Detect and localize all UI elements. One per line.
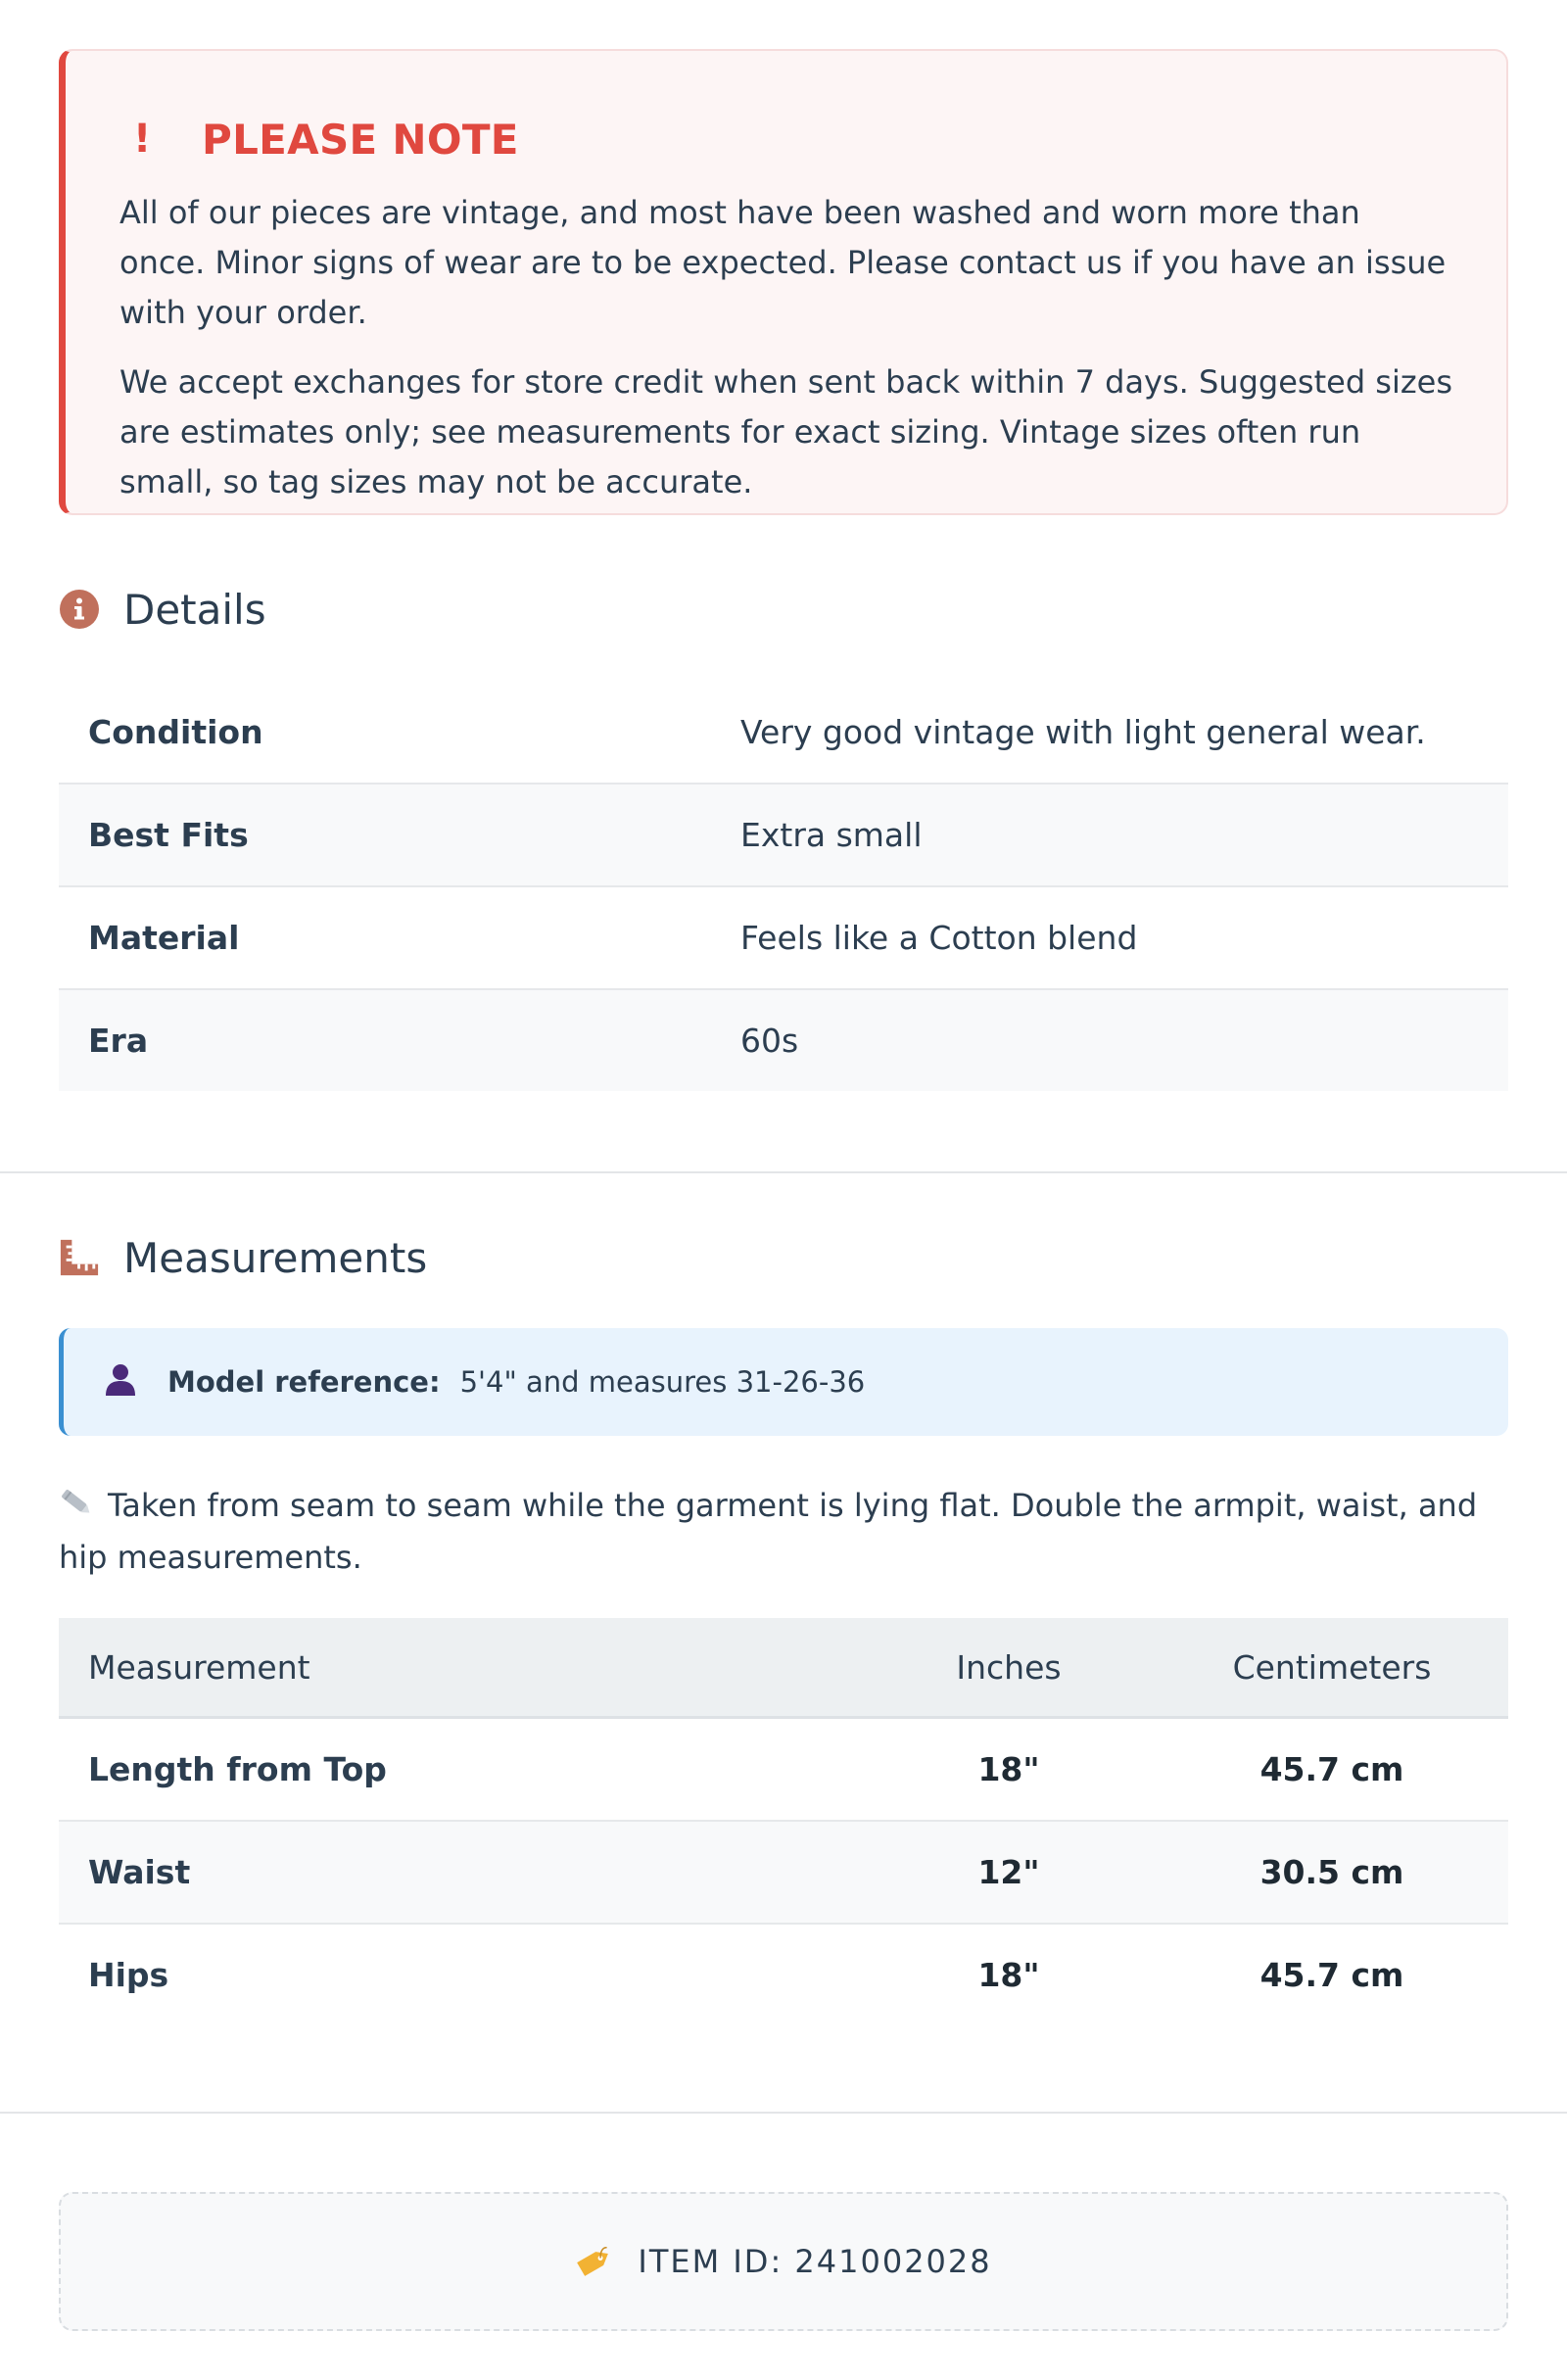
measurements-table (59, 1618, 1508, 2025)
model-reference-label: Model reference: (167, 1365, 441, 1399)
measurement-name: Hips (88, 1956, 169, 1994)
pencil-icon (59, 1483, 94, 1533)
measurement-inches: 18" (862, 1718, 1156, 1822)
measurement-note (59, 1481, 1508, 1583)
detail-value: Feels like a Cotton blend (740, 886, 1508, 989)
column-header-inches: Inches (862, 1618, 1156, 1718)
detail-value: Very good vintage with light general wear. (740, 682, 1508, 784)
detail-label: Condition (59, 682, 740, 784)
measurements-header (59, 1228, 427, 1287)
column-header-measurement: Measurement (59, 1618, 862, 1718)
table-row (59, 1924, 1508, 2025)
measurement-inches: 18" (977, 1956, 1040, 1994)
measurement-note-text: Taken from seam to seam while the garment is lying flat. Double the armpit, waist, and hip measurements. (59, 1487, 1478, 1576)
please-note-box (59, 49, 1508, 515)
info-circle-icon (59, 589, 100, 630)
measurement-cm: 45.7 cm (1259, 1956, 1404, 1994)
person-icon (103, 1361, 138, 1404)
measurement-name: Waist (59, 1821, 862, 1924)
tag-icon (575, 2245, 614, 2278)
detail-label: Era (59, 989, 740, 1091)
table-row (59, 1821, 1508, 1924)
table-row (59, 1718, 1508, 1822)
details-table (59, 682, 1508, 1091)
detail-value: 60s (740, 989, 1508, 1091)
section-divider (0, 2112, 1567, 2114)
table-row (59, 989, 1508, 1091)
notice-title: PLEASE NOTE (202, 115, 519, 164)
item-id-label: ITEM ID: 241002028 (638, 2243, 992, 2280)
model-reference-value: 5'4" and measures 31-26-36 (459, 1365, 866, 1399)
table-row (59, 784, 1508, 886)
notice-paragraph-2: We accept exchanges for store credit when sent back within 7 days. Suggested sizes are estimates only; see measurements for exact sizing. Vintage sizes often run small, so tag sizes may not be accurate. (119, 363, 1453, 500)
table-row (59, 682, 1508, 784)
exclamation-icon: ! (133, 117, 152, 162)
measurement-inches: 12" (862, 1821, 1156, 1924)
table-header-row (59, 1618, 1508, 1718)
detail-value: Extra small (740, 784, 1508, 886)
item-id-box (59, 2192, 1508, 2331)
section-divider (0, 1171, 1567, 1173)
notice-paragraph-1: All of our pieces are vintage, and most have been washed and worn more than once. Minor signs of wear are to be expected. Please contact us if you have an issue with your order. (119, 194, 1447, 331)
measurement-cm: 45.7 cm (1156, 1718, 1508, 1822)
measurement-name: Length from Top (59, 1718, 862, 1822)
detail-label: Best Fits (59, 784, 740, 886)
table-row (59, 886, 1508, 989)
column-header-centimeters: Centimeters (1156, 1618, 1508, 1718)
details-title: Details (123, 585, 266, 634)
details-header (59, 580, 266, 639)
measurements-title: Measurements (123, 1233, 428, 1282)
model-reference-box (59, 1328, 1508, 1436)
measurement-cm: 30.5 cm (1156, 1821, 1508, 1924)
ruler-icon (59, 1237, 100, 1278)
notice-header (119, 110, 1453, 168)
detail-label: Material (59, 886, 740, 989)
